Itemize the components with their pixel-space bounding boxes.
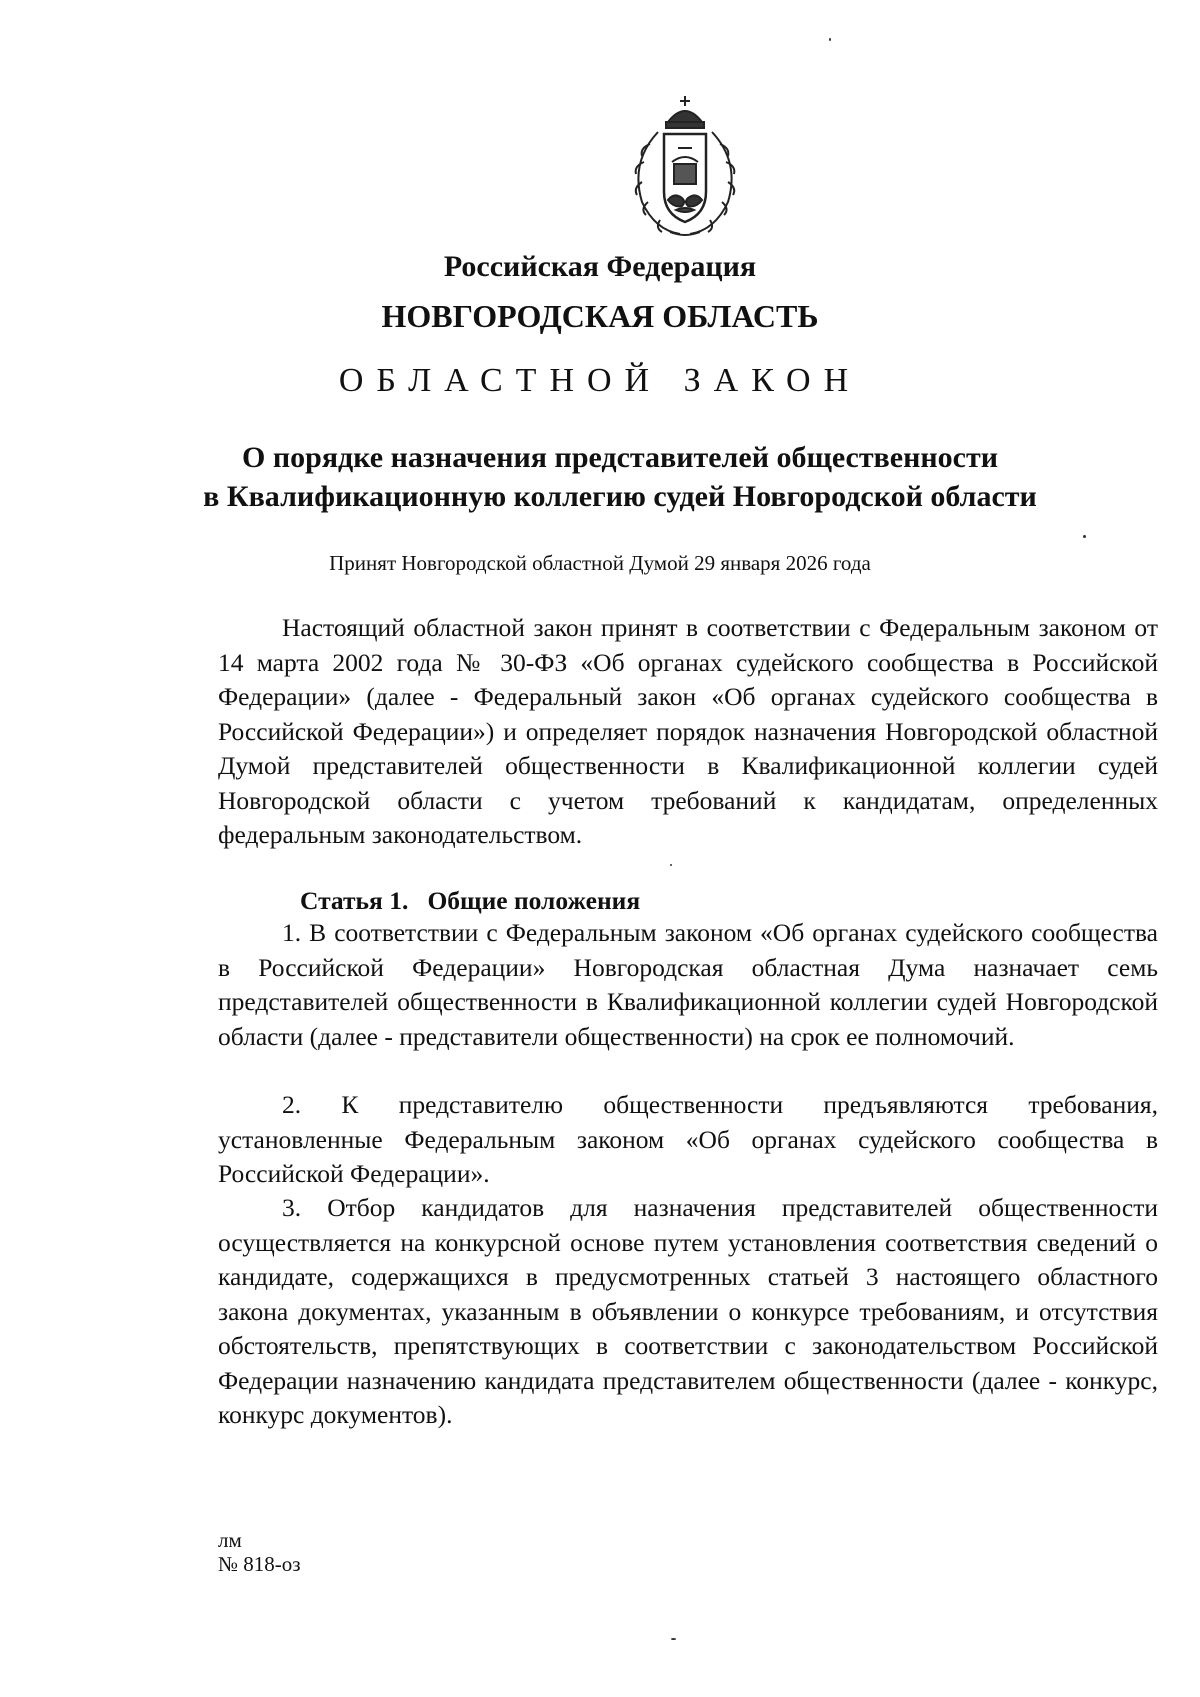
scan-speck — [1083, 535, 1086, 538]
footer-law-number: № 818-оз — [218, 1552, 301, 1576]
preamble-paragraph: Настоящий областной закон принят в соответствии с Федеральным законом от 14 марта 2002 года № 30-ФЗ «Об органах судейского сообщества в Российской Федерации» (далее - Федеральный закон «Об органах судейского сообщества в Российской Федерации») и определяет порядок назначения Новгородской областной Думой представителей общественности в Квалификационной коллегии судей Новгородской области с учетом требований к кандидатам, определенных федеральным законодательством. — [218, 613, 1158, 849]
coat-of-arms-icon — [620, 92, 750, 242]
adoption-note: Принят Новгородской областной Думой 29 января 2026 года — [329, 551, 871, 575]
scan-speck — [670, 864, 672, 866]
article-title: Общие положения — [427, 886, 641, 915]
law-title-line-2: в Квалификационную коллегию судей Новгородской области — [203, 480, 1037, 513]
scan-speck — [829, 38, 831, 41]
law-title — [180, 438, 1060, 516]
region-heading: НОВГОРОДСКАЯ ОБЛАСТЬ — [381, 298, 819, 334]
article-paragraph-2: 2. К представителю общественности предъявляются требования, установленные Федеральным законом «Об органах судейского сообщества в Российской Федерации». — [218, 1090, 1158, 1188]
article-heading — [300, 886, 640, 916]
law-title-line-1: О порядке назначения представителей общественности — [242, 441, 998, 474]
footer-initials: лм — [218, 1528, 242, 1552]
article-number: Статья 1. — [300, 886, 409, 915]
article-paragraph-1: 1. В соответствии с Федеральным законом «Об органах судейского сообщества в Российской Федерации» Новгородская областная Дума назначает семь представителей общественности в Квалификационной коллегии судей Новгородской области (далее - представители общественности) на срок ее полномочий. — [218, 918, 1158, 1051]
document-footer — [218, 1528, 301, 1576]
scan-speck — [671, 1638, 676, 1640]
article-paragraph-3: 3. Отбор кандидатов для назначения представителей общественности осуществляется на конкурсной основе путем установления соответствия сведений о кандидате, содержащихся в предусмотренных статьей 3 настоящего областного закона документах, указанным в объявлении о конкурсе требованиям, и отсутствия обстоятельств, препятствующих в соответствии с законодательством Российской Федерации назначению кандидата представителем общественности (далее - конкурс, конкурс документов). — [218, 1193, 1158, 1429]
country-heading: Российская Федерация — [443, 250, 757, 283]
document-type-heading: ОБЛАСТНОЙ ЗАКОН — [338, 362, 862, 399]
